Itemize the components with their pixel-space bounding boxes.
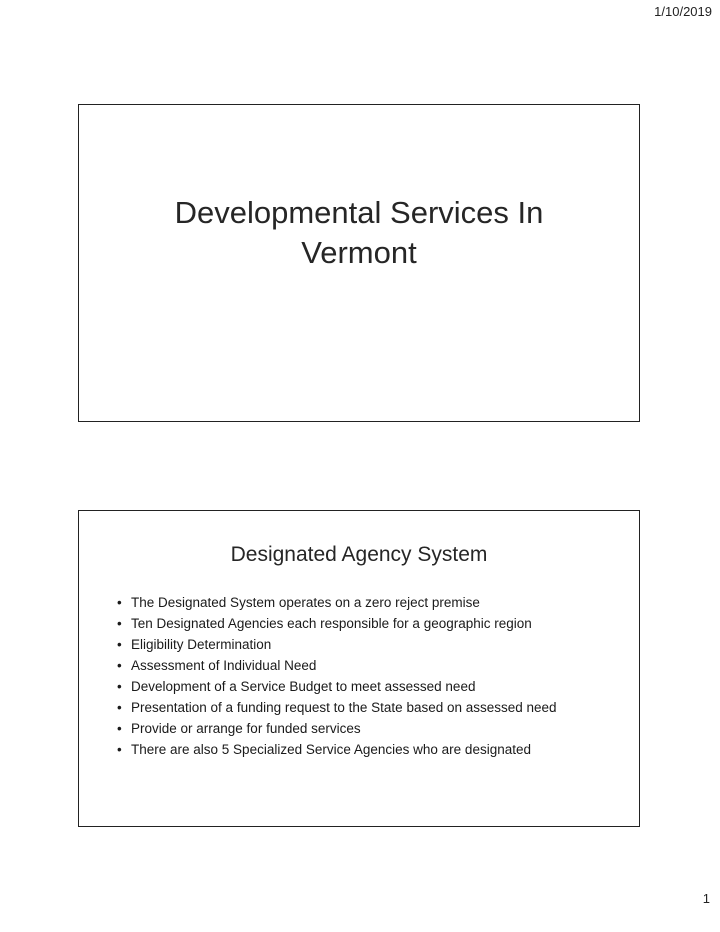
bullet-item: [117, 595, 579, 610]
slide-title: Designated Agency System: [230, 543, 488, 566]
slide-title: Developmental Services In Vermont: [174, 195, 544, 270]
bullet-item: [117, 658, 579, 673]
bullet-text: The Designated System operates on a zero reject premise: [131, 595, 480, 610]
page-number: 1: [702, 891, 710, 906]
bullet-text: There are also 5 Specialized Service Agencies who are designated: [131, 742, 531, 757]
bullet-text: Development of a Service Budget to meet assessed need: [131, 679, 476, 694]
bullet-item: [117, 721, 579, 736]
bullet-icon: •: [117, 679, 122, 694]
slide-1: [78, 104, 640, 422]
bullet-item: [117, 637, 579, 652]
bullet-item: [117, 679, 579, 694]
bullet-icon: •: [117, 700, 122, 715]
bullet-icon: •: [117, 658, 122, 673]
bullet-item: [117, 742, 579, 757]
bullet-icon: •: [117, 595, 122, 610]
bullet-icon: •: [117, 721, 122, 736]
slide-2: [78, 510, 640, 827]
bullet-text: Ten Designated Agencies each responsible for a geographic region: [131, 616, 532, 631]
bullet-item: [117, 700, 579, 715]
bullet-text: Presentation of a funding request to the State based on assessed need: [131, 700, 557, 715]
bullet-text: Assessment of Individual Need: [131, 658, 317, 673]
bullet-text: Provide or arrange for funded services: [131, 721, 361, 736]
bullet-item: [117, 616, 579, 631]
page-date: 1/10/2019: [654, 4, 712, 19]
bullet-icon: •: [117, 616, 122, 631]
bullet-list: [117, 595, 579, 763]
bullet-text: Eligibility Determination: [131, 637, 272, 652]
bullet-icon: •: [117, 742, 122, 757]
bullet-icon: •: [117, 637, 122, 652]
